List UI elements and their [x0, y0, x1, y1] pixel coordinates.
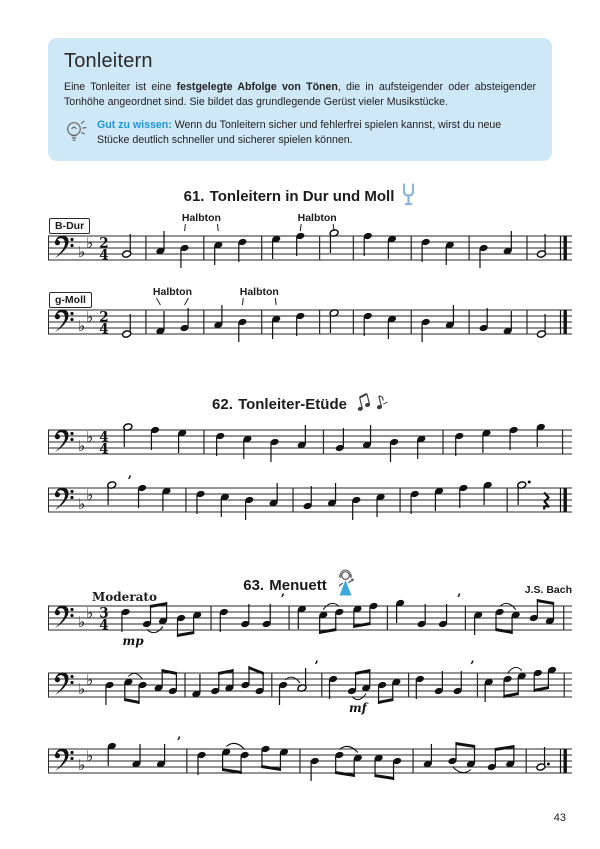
- lightbulb-icon: [64, 119, 88, 150]
- svg-text:Halbton: Halbton: [239, 286, 279, 298]
- svg-text:4: 4: [99, 617, 109, 634]
- page-title: Tonleitern: [64, 50, 153, 72]
- svg-text:♭: ♭: [86, 604, 94, 622]
- svg-text:4: 4: [99, 429, 109, 446]
- svg-text:4: 4: [99, 247, 109, 264]
- svg-text:♭: ♭: [86, 671, 94, 689]
- intro-paragraph: [64, 80, 536, 110]
- staff-63-line-2: [48, 647, 572, 717]
- tuning-fork-icon: [401, 183, 416, 210]
- svg-text:mf: mf: [348, 701, 367, 715]
- svg-text:♭: ♭: [86, 428, 94, 446]
- piece-61-name: Tonleitern in Dur und Moll: [209, 188, 395, 205]
- svg-text:♭: ♭: [78, 613, 86, 631]
- svg-text:2: 2: [99, 309, 109, 326]
- intro-text-pre: Eine Tonleiter ist eine: [64, 81, 177, 93]
- svg-text:♭: ♭: [86, 486, 94, 504]
- piece-62-name: Tonleiter-Etüde: [238, 395, 347, 413]
- piece-61-number: 61.: [183, 188, 205, 205]
- svg-text:’: ’: [280, 592, 285, 607]
- svg-text:♭: ♭: [78, 756, 86, 774]
- svg-text:♭: ♭: [78, 680, 86, 698]
- svg-text:♭: ♭: [78, 495, 86, 513]
- svg-text:’: ’: [456, 592, 462, 607]
- svg-text:♭: ♭: [78, 437, 86, 455]
- tip-label: Gut zu wissen:: [97, 119, 172, 132]
- key-label-g-moll: g-Moll: [49, 292, 92, 308]
- piece-63-name: Menuett: [269, 577, 327, 594]
- tempo-marking: Moderato: [92, 590, 157, 604]
- svg-text:’: ’: [469, 659, 475, 674]
- piece-62-number: 62.: [212, 395, 233, 413]
- staff-63-line-3: [48, 723, 572, 793]
- svg-text:4: 4: [99, 321, 109, 338]
- info-box: [48, 38, 552, 161]
- svg-text:Halbton: Halbton: [181, 212, 221, 224]
- tip-text: [97, 118, 536, 148]
- svg-text:♭: ♭: [86, 747, 94, 765]
- svg-text:Halbton: Halbton: [152, 286, 193, 298]
- svg-text:3: 3: [99, 605, 109, 622]
- piece-63-number: 63.: [243, 577, 265, 594]
- page-number: 43: [553, 812, 566, 824]
- svg-text:’: ’: [314, 659, 319, 674]
- staff-62-line-2: [48, 462, 572, 532]
- svg-text:♭: ♭: [86, 234, 94, 252]
- tip-body: Wenn du Tonleitern sicher und fehlerfrei spielen kannst, wirst du neue Stücke deutlich schneller und sicherer spielen können.: [97, 119, 502, 147]
- piece-61-title: [0, 183, 600, 210]
- svg-text:♭: ♭: [86, 308, 94, 326]
- svg-text:♭: ♭: [78, 317, 86, 335]
- svg-text:’: ’: [176, 735, 182, 750]
- intro-text-post: , die in aufsteigender oder absteigender Tonhöhe angeordnet sind. Sie bildet das grundlegende Gerüst vieler Musikstücke.: [64, 81, 537, 109]
- composer-credit: J.S. Bach: [524, 584, 572, 596]
- svg-text:4: 4: [99, 441, 109, 458]
- svg-text:’: ’: [127, 474, 132, 489]
- svg-text:♭: ♭: [78, 243, 86, 261]
- tip-box: [64, 118, 536, 150]
- svg-text:2: 2: [99, 235, 109, 252]
- key-label-b-dur: B-Dur: [49, 218, 90, 234]
- intro-text-bold: festgelegte Abfolge von Tönen: [176, 81, 338, 93]
- svg-text:Halbton: Halbton: [297, 212, 337, 224]
- staff-61-b-dur: [48, 210, 572, 280]
- staff-61-g-moll: [48, 284, 572, 354]
- svg-text:mp: mp: [122, 634, 144, 648]
